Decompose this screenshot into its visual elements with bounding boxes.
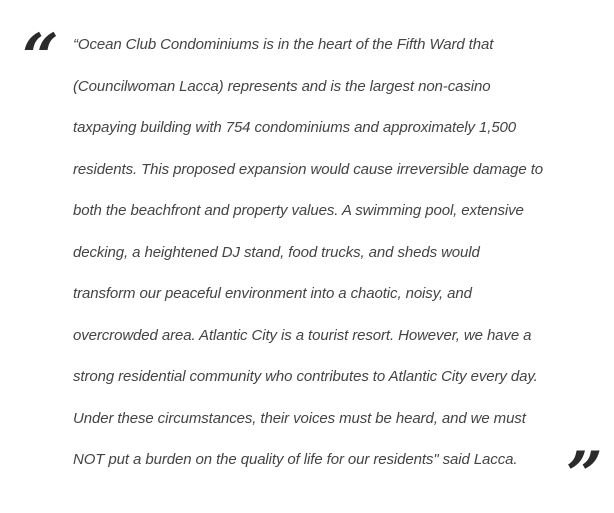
quote-text (73, 32, 593, 489)
quote-line: taxpaying building with 754 condominiums and approximately 1,500 (73, 119, 517, 136)
open-quote-icon: “ (22, 20, 59, 95)
quote-line: overcrowded area. Atlantic City is a tourist resort. However, we have a (73, 326, 532, 344)
quote-line: decking, a heightened DJ stand, food trucks, and sheds would (73, 243, 480, 261)
quote-line: NOT put a burden on the quality of life for our residents" said Lacca. (73, 451, 518, 468)
quote-line: Under these circumstances, their voices must be heard, and we must (73, 409, 526, 427)
quote-line: (Councilwoman Lacca) represents and is the largest non-casino (73, 77, 491, 95)
close-quote-icon: ” (566, 438, 603, 513)
quote-line: strong residential community who contributes to Atlantic City every day. (73, 368, 538, 385)
quote-line: residents. This proposed expansion would cause irreversible damage to (73, 160, 544, 178)
quote-line: “Ocean Club Condominiums is in the heart of the Fifth Ward that (73, 36, 494, 53)
quote-line: transform our peaceful environment into a chaotic, noisy, and (73, 285, 472, 302)
quote-line: both the beachfront and property values. A swimming pool, extensive (73, 202, 524, 219)
